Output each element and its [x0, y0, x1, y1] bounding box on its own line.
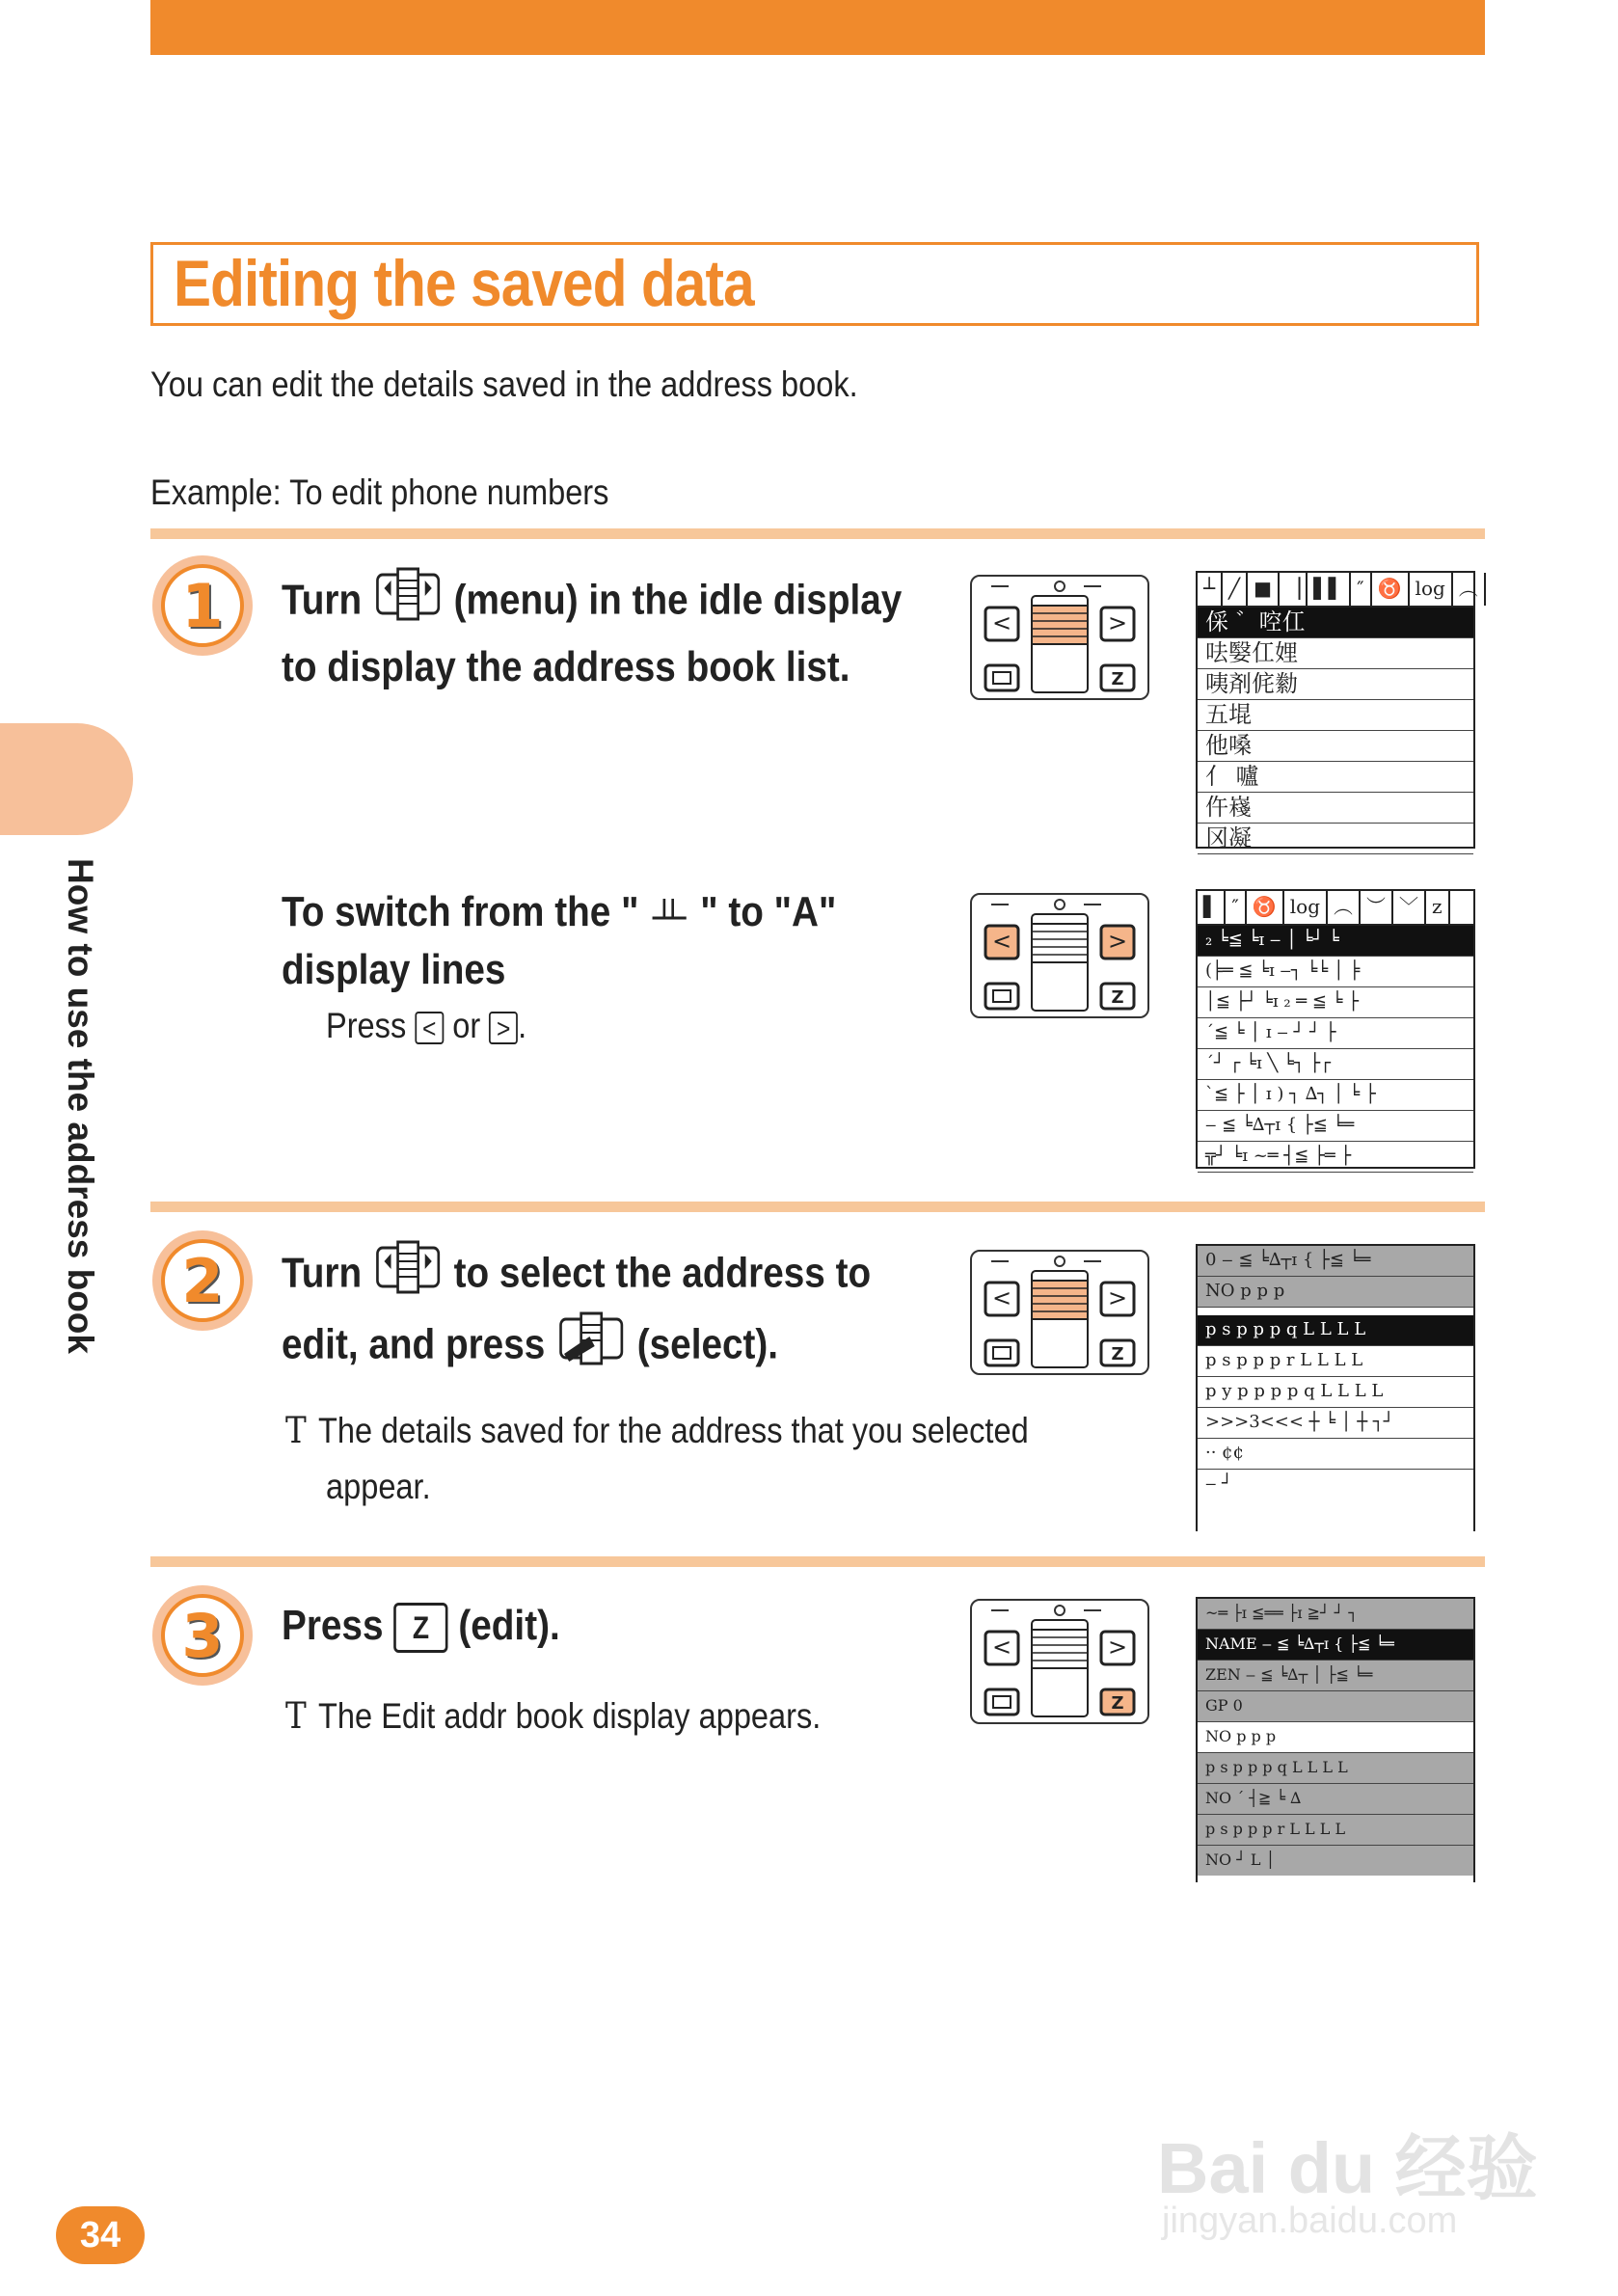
screen-tab: ″ — [1226, 891, 1246, 924]
jog-wheel-icon — [372, 563, 444, 642]
edit-row[interactable]: NAME ‒ ≦ ╘∆┬ɪ { ├≦ ╘═ — [1198, 1630, 1473, 1661]
svg-text:Z: Z — [1111, 669, 1124, 689]
intro-text: You can edit the details saved in the address book. — [150, 365, 858, 404]
step2-number: 2 — [161, 1239, 244, 1322]
svg-text:<: < — [991, 928, 1012, 955]
list-item[interactable]: ₂ ╘≦ ╘ɪ ‒ │ ╘┘ ╘ — [1198, 926, 1473, 957]
list-item[interactable]: ╦┘ ╘ɪ ~═ ┤≦ ├═ ├ — [1198, 1142, 1473, 1173]
detail-row: 0 ‒ ≦ ╘∆┬ɪ { ├≦ ╘═ — [1198, 1246, 1473, 1277]
step2-heading-line1 — [282, 1236, 871, 1315]
step1-separator — [150, 528, 1485, 539]
screen-tab: ■ — [1248, 573, 1280, 606]
switch-heading-part-b: " to "A" — [700, 888, 837, 935]
step2-separator — [150, 1202, 1485, 1212]
step1-heading-line1 — [282, 563, 902, 642]
step3-rest: (edit). — [458, 1602, 560, 1649]
kanji-mode-icon — [649, 879, 689, 949]
phone-keypad-diagram-1 — [970, 575, 1149, 700]
list-item[interactable]: 仵嶘 — [1198, 793, 1473, 824]
screen-tab: ▌▌ — [1308, 573, 1351, 606]
screen-tab: ▌ — [1198, 891, 1226, 924]
example-text: Example: To edit phone numbers — [150, 473, 609, 512]
step2-note-line2: appear. — [326, 1467, 431, 1506]
svg-text:Z: Z — [1111, 1344, 1124, 1364]
svg-text:Z: Z — [1111, 1693, 1124, 1714]
screen-tab: ︵ — [1453, 573, 1486, 606]
svg-text:>: > — [1107, 1284, 1128, 1311]
step1-line1-rest: (menu) in the idle display — [453, 576, 903, 624]
address-details-screen — [1196, 1244, 1475, 1531]
step2-line2-b: (select). — [636, 1320, 779, 1368]
list-item[interactable]: 倸 ゛啌仜 — [1198, 608, 1473, 638]
list-item[interactable]: ˊ≦ ╘ │ ɪ ‒ ┘ ┘ ├ — [1198, 1018, 1473, 1049]
detail-row: NO p p p — [1198, 1277, 1473, 1308]
step3-number-badge — [152, 1585, 253, 1686]
svg-text:>: > — [1107, 609, 1128, 636]
step3-note-text: The Edit addr book display appears. — [318, 1696, 822, 1736]
alpha-display-screen — [1196, 889, 1475, 1169]
edit-row[interactable]: p s p p p q L L L L — [1198, 1753, 1473, 1784]
detail-row[interactable]: ‒ ┘ — [1205, 1473, 1233, 1494]
step2-number-badge — [152, 1230, 253, 1331]
watermark-logo: Bai du 经验 — [1157, 2128, 1538, 2208]
detail-row[interactable]: p s p p p r L L L L — [1198, 1346, 1473, 1377]
or-word: or — [452, 1006, 481, 1045]
list-item[interactable]: 咦剤侂勬 — [1198, 669, 1473, 700]
svg-text:<: < — [991, 609, 1012, 636]
step2-turn: Turn — [282, 1249, 363, 1297]
step1-turn: Turn — [282, 576, 363, 624]
list-item[interactable]: │≦ ├┘ ╘ɪ ₂ ═ ≦ ╘ ├ — [1198, 987, 1473, 1018]
switch-instruction — [326, 999, 526, 1053]
screen-tab: ▕ — [1280, 573, 1308, 606]
select-press-icon — [555, 1308, 627, 1387]
step2-note-text: The details saved for the address that you selected — [318, 1411, 1029, 1450]
step3-note — [285, 1689, 821, 1743]
screen-tab: ╱ — [1223, 573, 1248, 606]
svg-text:Z: Z — [1111, 987, 1124, 1008]
address-book-list-screen — [1196, 571, 1478, 851]
screen-tab: ♉ — [1372, 573, 1410, 606]
step3-press: Press — [282, 1602, 384, 1649]
list-item[interactable]: ˋ≦ ├ │ ɪ ) ┐ ∆┐ │ ╘ ├ — [1198, 1080, 1473, 1111]
svg-text:>: > — [1107, 928, 1128, 955]
phone-keypad-diagram-4 — [970, 1599, 1149, 1724]
list-item[interactable]: 亻 嚧 — [1198, 762, 1473, 793]
screen-tab-row — [1198, 891, 1473, 926]
detail-row[interactable]: >>>3<<< ┼ ╘ │ ┼ ┐┘ — [1198, 1408, 1473, 1439]
screen-tab: log — [1410, 573, 1453, 606]
period: . — [518, 1006, 527, 1045]
screen-tab: z — [1426, 891, 1450, 924]
edit-key: Z — [393, 1603, 447, 1653]
bullet: T — [285, 1695, 307, 1737]
step2-note-line1 — [285, 1404, 1029, 1458]
detail-row[interactable]: p s p p p q L L L L — [1198, 1315, 1473, 1346]
left-key: < — [415, 1012, 444, 1044]
step1-number: 1 — [161, 564, 244, 647]
screen-tab: ┴ — [1198, 573, 1223, 606]
step2-heading-line2 — [282, 1308, 778, 1387]
step2-line2-a: edit, and press — [282, 1320, 546, 1368]
side-tab — [0, 723, 133, 835]
phone-keypad-diagram-2 — [970, 893, 1149, 1018]
list-item[interactable]: ˊ┘ ┌ ╘ɪ ╲ ╘┐ ├┌ — [1198, 1049, 1473, 1080]
edit-row[interactable]: p s p p p r L L L L — [1198, 1815, 1473, 1846]
jog-wheel-icon — [372, 1236, 444, 1315]
list-item[interactable]: 五堒 — [1198, 700, 1473, 731]
detail-row[interactable]: ·· ¢¢ — [1198, 1439, 1473, 1470]
edit-row[interactable]: ZEN ‒ ≦ ╘∆┬ │ ├≦ ╘═ — [1198, 1661, 1473, 1691]
switch-display-heading-line2: display lines — [282, 946, 506, 993]
step1-number-badge — [152, 555, 253, 656]
screen-tab: ″ — [1351, 573, 1371, 606]
screen-tab: ♉ — [1247, 891, 1284, 924]
svg-text:>: > — [1107, 1634, 1128, 1661]
step1-heading-line2: to display the address book list. — [282, 643, 850, 690]
phone-keypad-diagram-3 — [970, 1250, 1149, 1375]
edit-row: ~═ ├ɪ ≦══ ├ɪ ≧┘ ┘ ┐ — [1198, 1599, 1473, 1630]
step2-line1-rest: to select the address to — [453, 1249, 872, 1297]
edit-row[interactable]: GP 0 — [1198, 1691, 1473, 1722]
step3-separator — [150, 1556, 1485, 1567]
edit-addr-book-screen — [1196, 1597, 1475, 1882]
top-accent-bar — [150, 0, 1485, 55]
list-item[interactable]: 冈凝 — [1198, 824, 1473, 854]
screen-tab: ﹀ — [1393, 891, 1426, 924]
switch-heading-part-a: To switch from the " — [282, 888, 639, 935]
screen-tab: ︵ — [1328, 891, 1361, 924]
screen-tab: ︶ — [1361, 891, 1393, 924]
list-item[interactable]: (╞═ ≦ ╘ɪ ‒┐ ╘╘ │ ╞ — [1198, 957, 1473, 987]
list-item[interactable]: 他嗓 — [1198, 731, 1473, 762]
right-key: > — [489, 1012, 518, 1044]
screen-tab-row — [1198, 573, 1478, 608]
svg-text:<: < — [991, 1634, 1012, 1661]
edit-row[interactable]: NO p p p — [1198, 1722, 1473, 1753]
edit-row[interactable]: NO ┘ L │ — [1198, 1846, 1473, 1876]
press-word: Press — [326, 1006, 407, 1045]
detail-row[interactable]: p y p p p p q L L L L — [1198, 1377, 1473, 1408]
step3-heading — [282, 1591, 560, 1661]
step3-number: 3 — [161, 1594, 244, 1677]
edit-row[interactable]: NO ˊ ┤≧ ╘ ∆ — [1198, 1784, 1473, 1815]
svg-text:<: < — [991, 1284, 1012, 1311]
side-section-label: How to use the address book — [61, 858, 100, 1354]
screen-tab: log — [1284, 891, 1328, 924]
page-number: 34 — [56, 2206, 145, 2264]
page-title: Editing the saved data — [174, 247, 754, 320]
bullet: T — [285, 1410, 307, 1451]
list-item[interactable]: ‒ ≦ ╘∆┬ɪ { ├≦ ╘═ — [1198, 1111, 1473, 1142]
list-item[interactable]: 呿嫛仜娌 — [1198, 638, 1473, 669]
watermark-url: jingyan.baidu.com — [1162, 2201, 1458, 2241]
